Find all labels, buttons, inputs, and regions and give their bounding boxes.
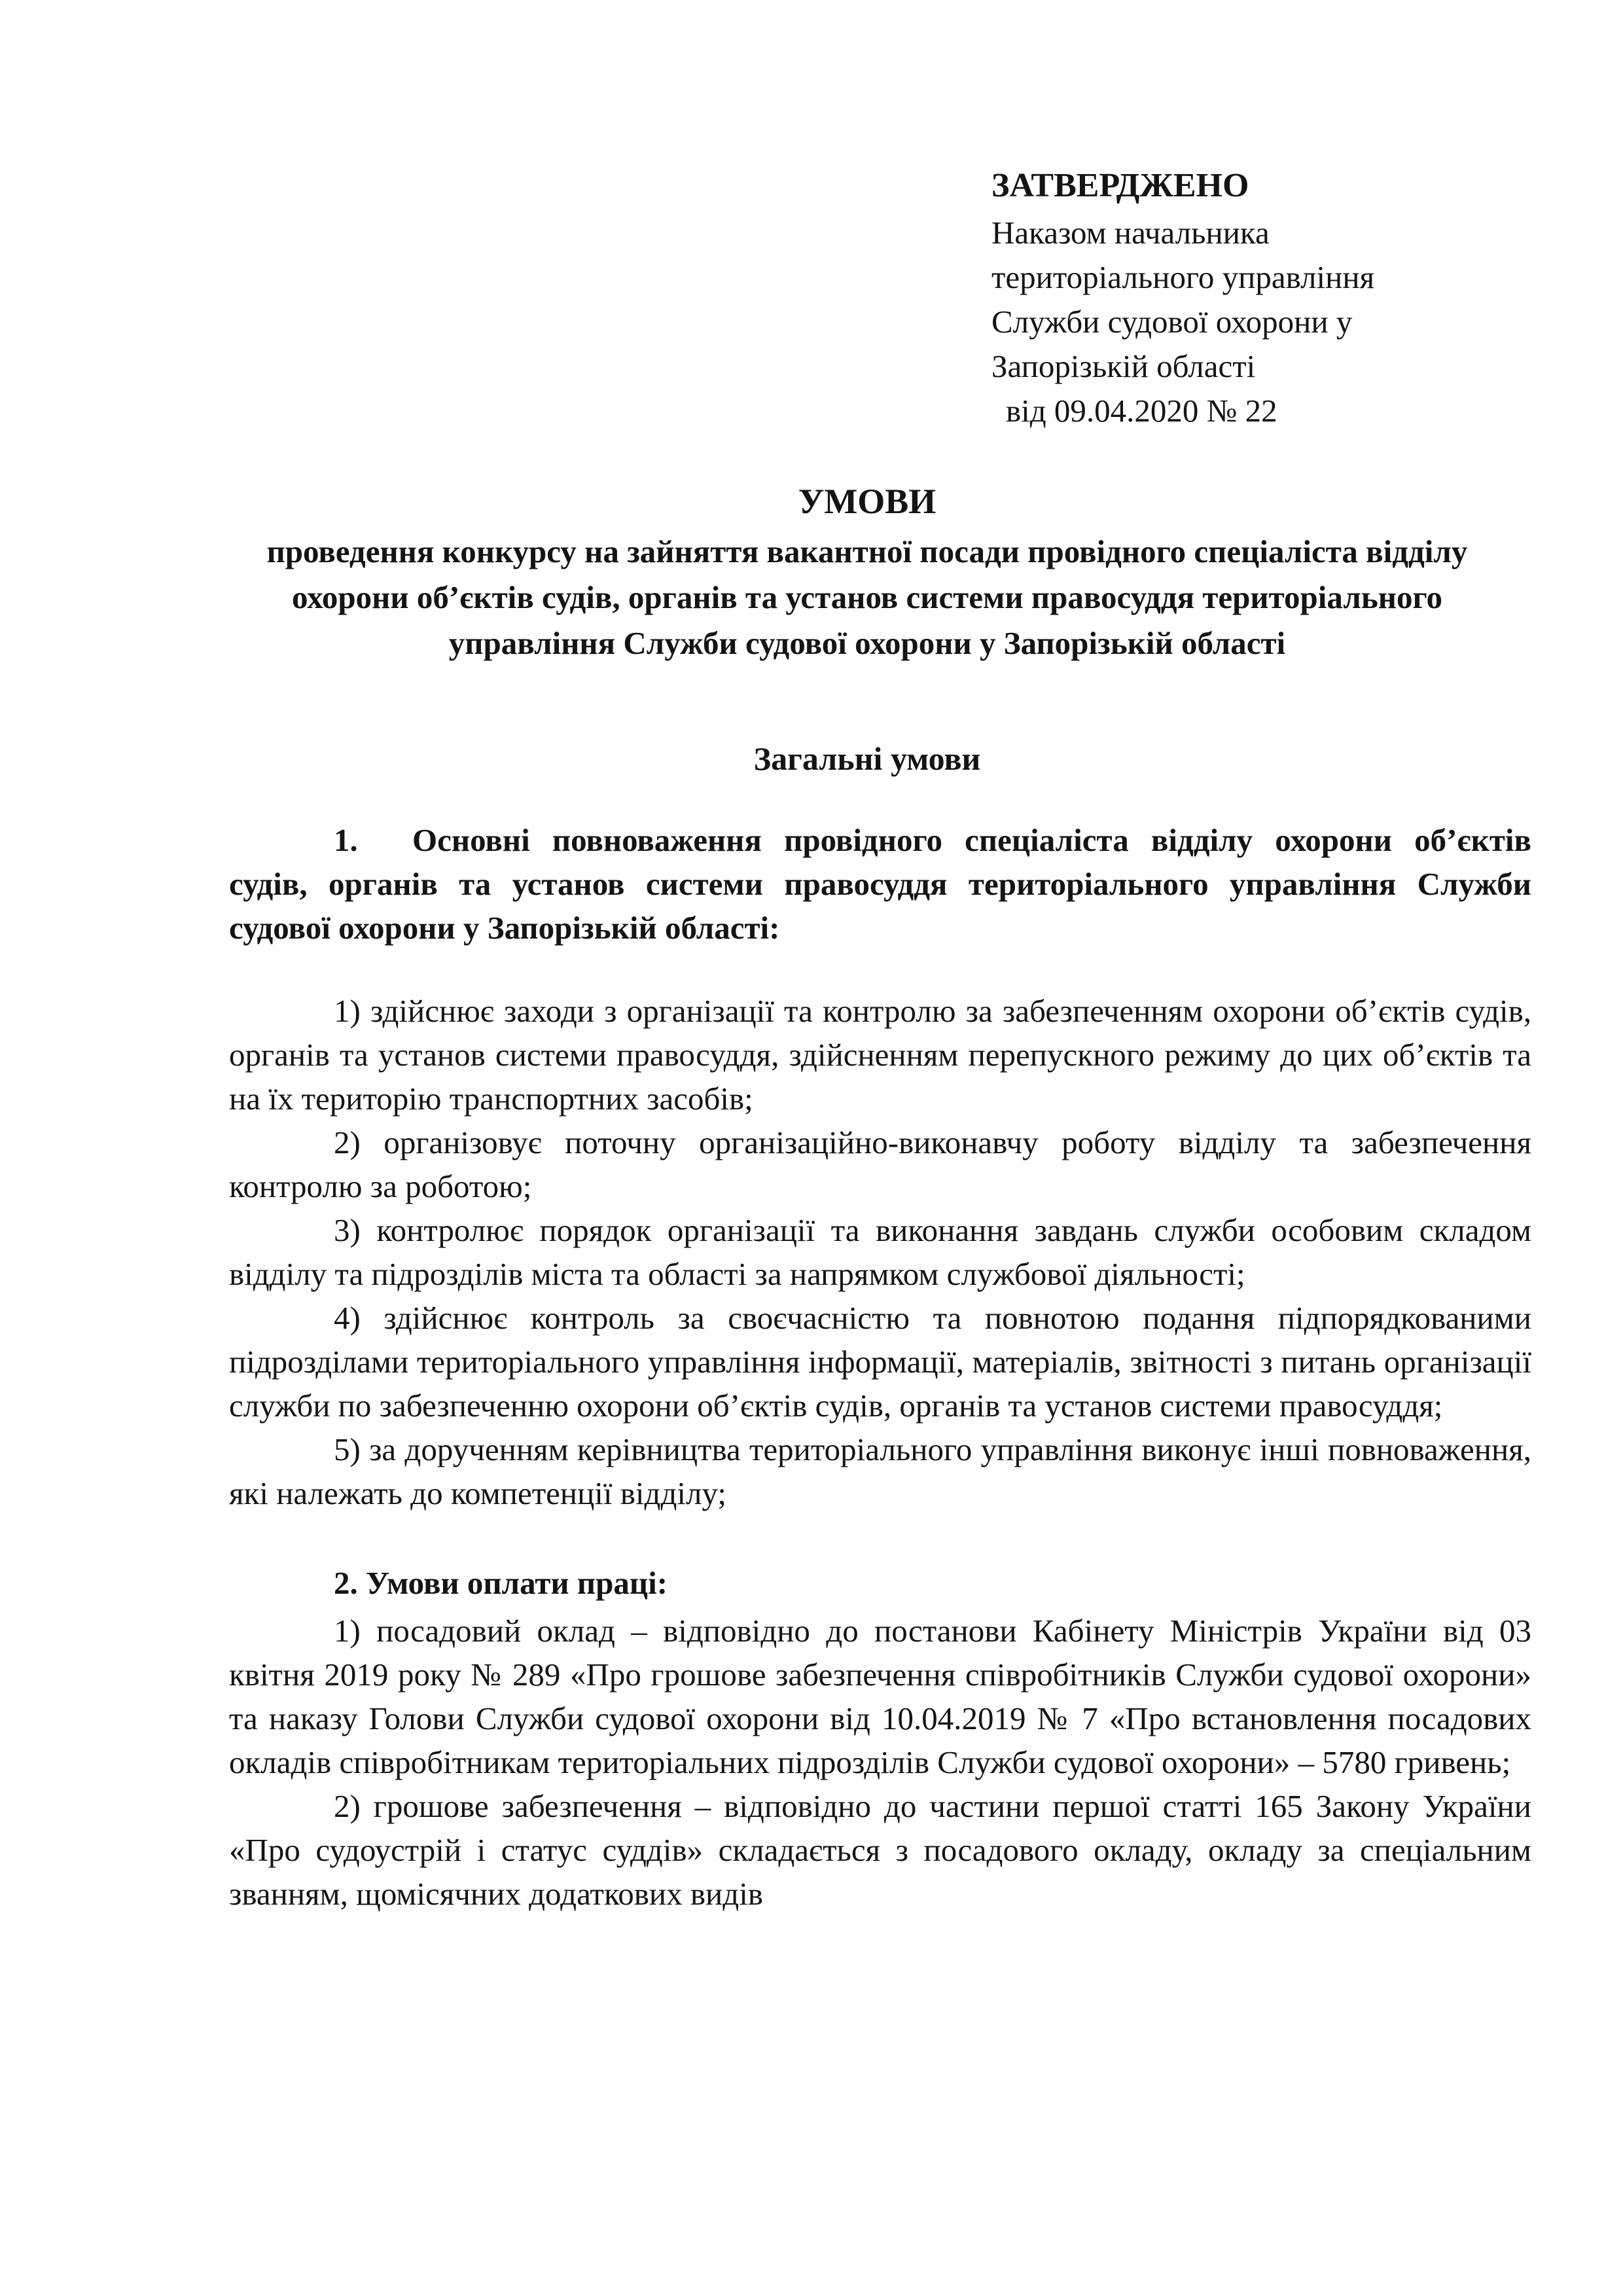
document-body xyxy=(229,818,1531,1916)
approval-heading: ЗАТВЕРДЖЕНО xyxy=(991,167,1249,204)
section-1-item: 1) здійснює заходи з організації та контролю за забезпеченням охорони об’єктів судів, органів та установ системи правосуддя, здійсненням перепускного режиму до цих об’єктів та на їх територію транспортних засобів; xyxy=(229,993,1531,1117)
section-1-item: 3) контролює порядок організації та виконання завдань служби особовим складом відділу та підрозділів міста та області за напрямком службової діяльності; xyxy=(229,1212,1531,1292)
document-title: УМОВИ xyxy=(798,482,936,521)
approval-line: Запорізькій області xyxy=(991,348,1256,384)
document-subtitle: проведення конкурсу на зайняття вакантної посади провідного спеціаліста відділу охорони об’єктів судів, органів та установ системи правосуддя територіального управління Служби судової охорони у Запорізькій області xyxy=(266,533,1468,661)
section-2-item: 2) грошове забезпечення – відповідно до частини першої статті 165 Закону України «Про судоустрій і статус суддів» складається з посадового окладу, окладу за спеціальним званням, щомісячних додаткових видів xyxy=(229,1788,1531,1912)
section-1-heading-text: Основні повноваження провідного спеціаліста відділу охорони об’єктів судів, органів та установ системи правосуддя територіального управління Служби судової охорони у Запорізькій області: xyxy=(229,822,1531,946)
section-1-number: 1. xyxy=(334,822,358,858)
section-1-item: 5) за дорученням керівництва територіального управління виконує інші повноваження, які належать до компетенції відділу; xyxy=(229,1431,1531,1511)
section-1-item: 2) організовує поточну організаційно-виконавчу роботу відділу та забезпечення контролю за роботою; xyxy=(229,1124,1531,1204)
approval-stamp-block xyxy=(991,164,1580,433)
approval-line: Служби судової охорони у xyxy=(991,304,1353,340)
document-title-block xyxy=(216,478,1518,666)
approval-line: Наказом начальника xyxy=(991,215,1270,251)
section-1-item: 4) здійснює контроль за своєчасністю та повнотою подання підпорядкованими підрозділами територіального управління інформації, матеріалів, звітності з питань організації служби по забезпеченню охорони об’єктів судів, органів та установ системи правосуддя; xyxy=(229,1300,1531,1424)
approval-line: територіального управління xyxy=(991,259,1375,295)
section-1-heading xyxy=(229,818,1531,950)
section-2-item: 1) посадовий оклад – відповідно до постанови Кабінету Міністрів України від 03 квітня 2019 року № 289 «Про грошове забезпечення співробітників Служби судової охорони» та наказу Голови Служби судової охорони від 10.04.2019 № 7 «Про встановлення посадових окладів співробітникам територіальних підрозділів Служби судової охорони» – 5780 гривень; xyxy=(229,1613,1531,1780)
approval-date: від 09.04.2020 № 22 xyxy=(1006,393,1277,429)
section-title: Загальні умови xyxy=(753,740,981,777)
section-2-heading: 2. Умови оплати праці: xyxy=(334,1565,668,1601)
